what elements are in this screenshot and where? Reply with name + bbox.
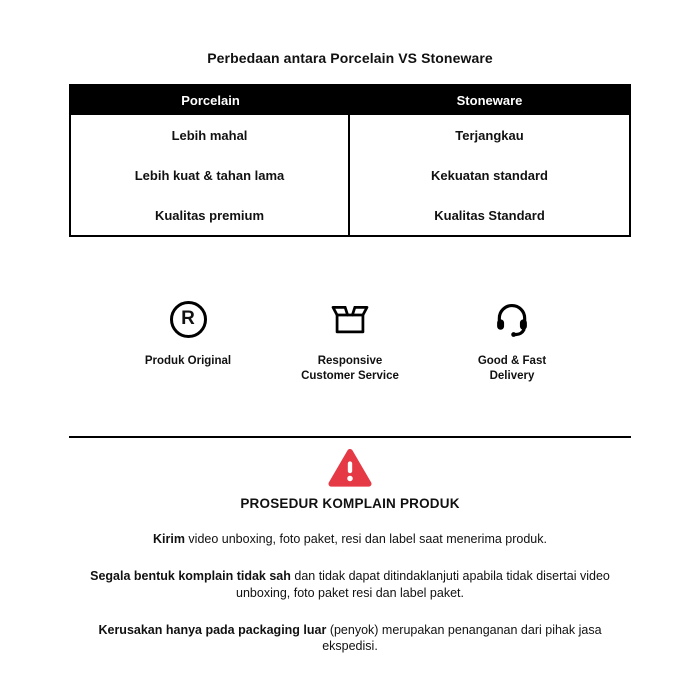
warning-triangle-icon <box>0 448 700 488</box>
paragraph-bold-lead: Kerusakan hanya pada packaging luar <box>98 622 327 637</box>
table-cell: Terjangkau <box>455 127 524 143</box>
headset-icon <box>492 299 532 339</box>
table-header-porcelain: Porcelain <box>181 93 240 108</box>
comparison-table-body <box>71 115 629 235</box>
registered-mark-letter: R <box>170 301 207 338</box>
feature-badges <box>50 299 650 384</box>
page-title: Perbedaan antara Porcelain VS Stoneware <box>207 50 493 66</box>
feature-label: Produk Original <box>144 355 232 367</box>
registered-mark-icon <box>170 299 207 339</box>
table-cell: Kekuatan standard <box>430 167 549 183</box>
section-divider <box>69 436 631 438</box>
open-box-icon <box>329 299 371 339</box>
paragraph-text: (penyok) merupakan penanganan dari pihak jasa ekspedisi. <box>322 622 602 654</box>
comparison-table <box>69 84 631 237</box>
complaint-paragraph <box>90 568 610 602</box>
table-cell: Kualitas premium <box>154 207 265 223</box>
table-cell: Lebih kuat & tahan lama <box>134 167 285 183</box>
feature-label: Responsive Customer Service <box>301 355 399 382</box>
complaint-heading: PROSEDUR KOMPLAIN PRODUK <box>240 495 460 511</box>
complaint-paragraph <box>90 531 610 548</box>
table-cell: Lebih mahal <box>171 127 248 143</box>
paragraph-text: dan tidak dapat ditindaklanjuti apabila tidak disertai video unboxing, foto paket resi dan label paket. <box>236 568 610 600</box>
feature-produk-original <box>114 299 262 384</box>
stoneware-column <box>350 115 629 235</box>
paragraph-text: video unboxing, foto paket, resi dan label saat menerima produk. <box>184 531 547 546</box>
table-header-stoneware: Stoneware <box>456 93 523 108</box>
paragraph-bold-lead: Kirim <box>153 531 185 546</box>
comparison-table-header-row <box>71 86 629 115</box>
feature-customer-service <box>276 299 424 384</box>
feature-label: Good & Fast Delivery <box>477 355 547 382</box>
table-cell: Kualitas Standard <box>434 207 545 223</box>
paragraph-bold-lead: Segala bentuk komplain tidak sah <box>90 568 291 583</box>
feature-delivery <box>438 299 586 384</box>
complaint-section <box>0 448 700 655</box>
porcelain-column <box>71 115 350 235</box>
complaint-paragraph <box>90 622 610 656</box>
